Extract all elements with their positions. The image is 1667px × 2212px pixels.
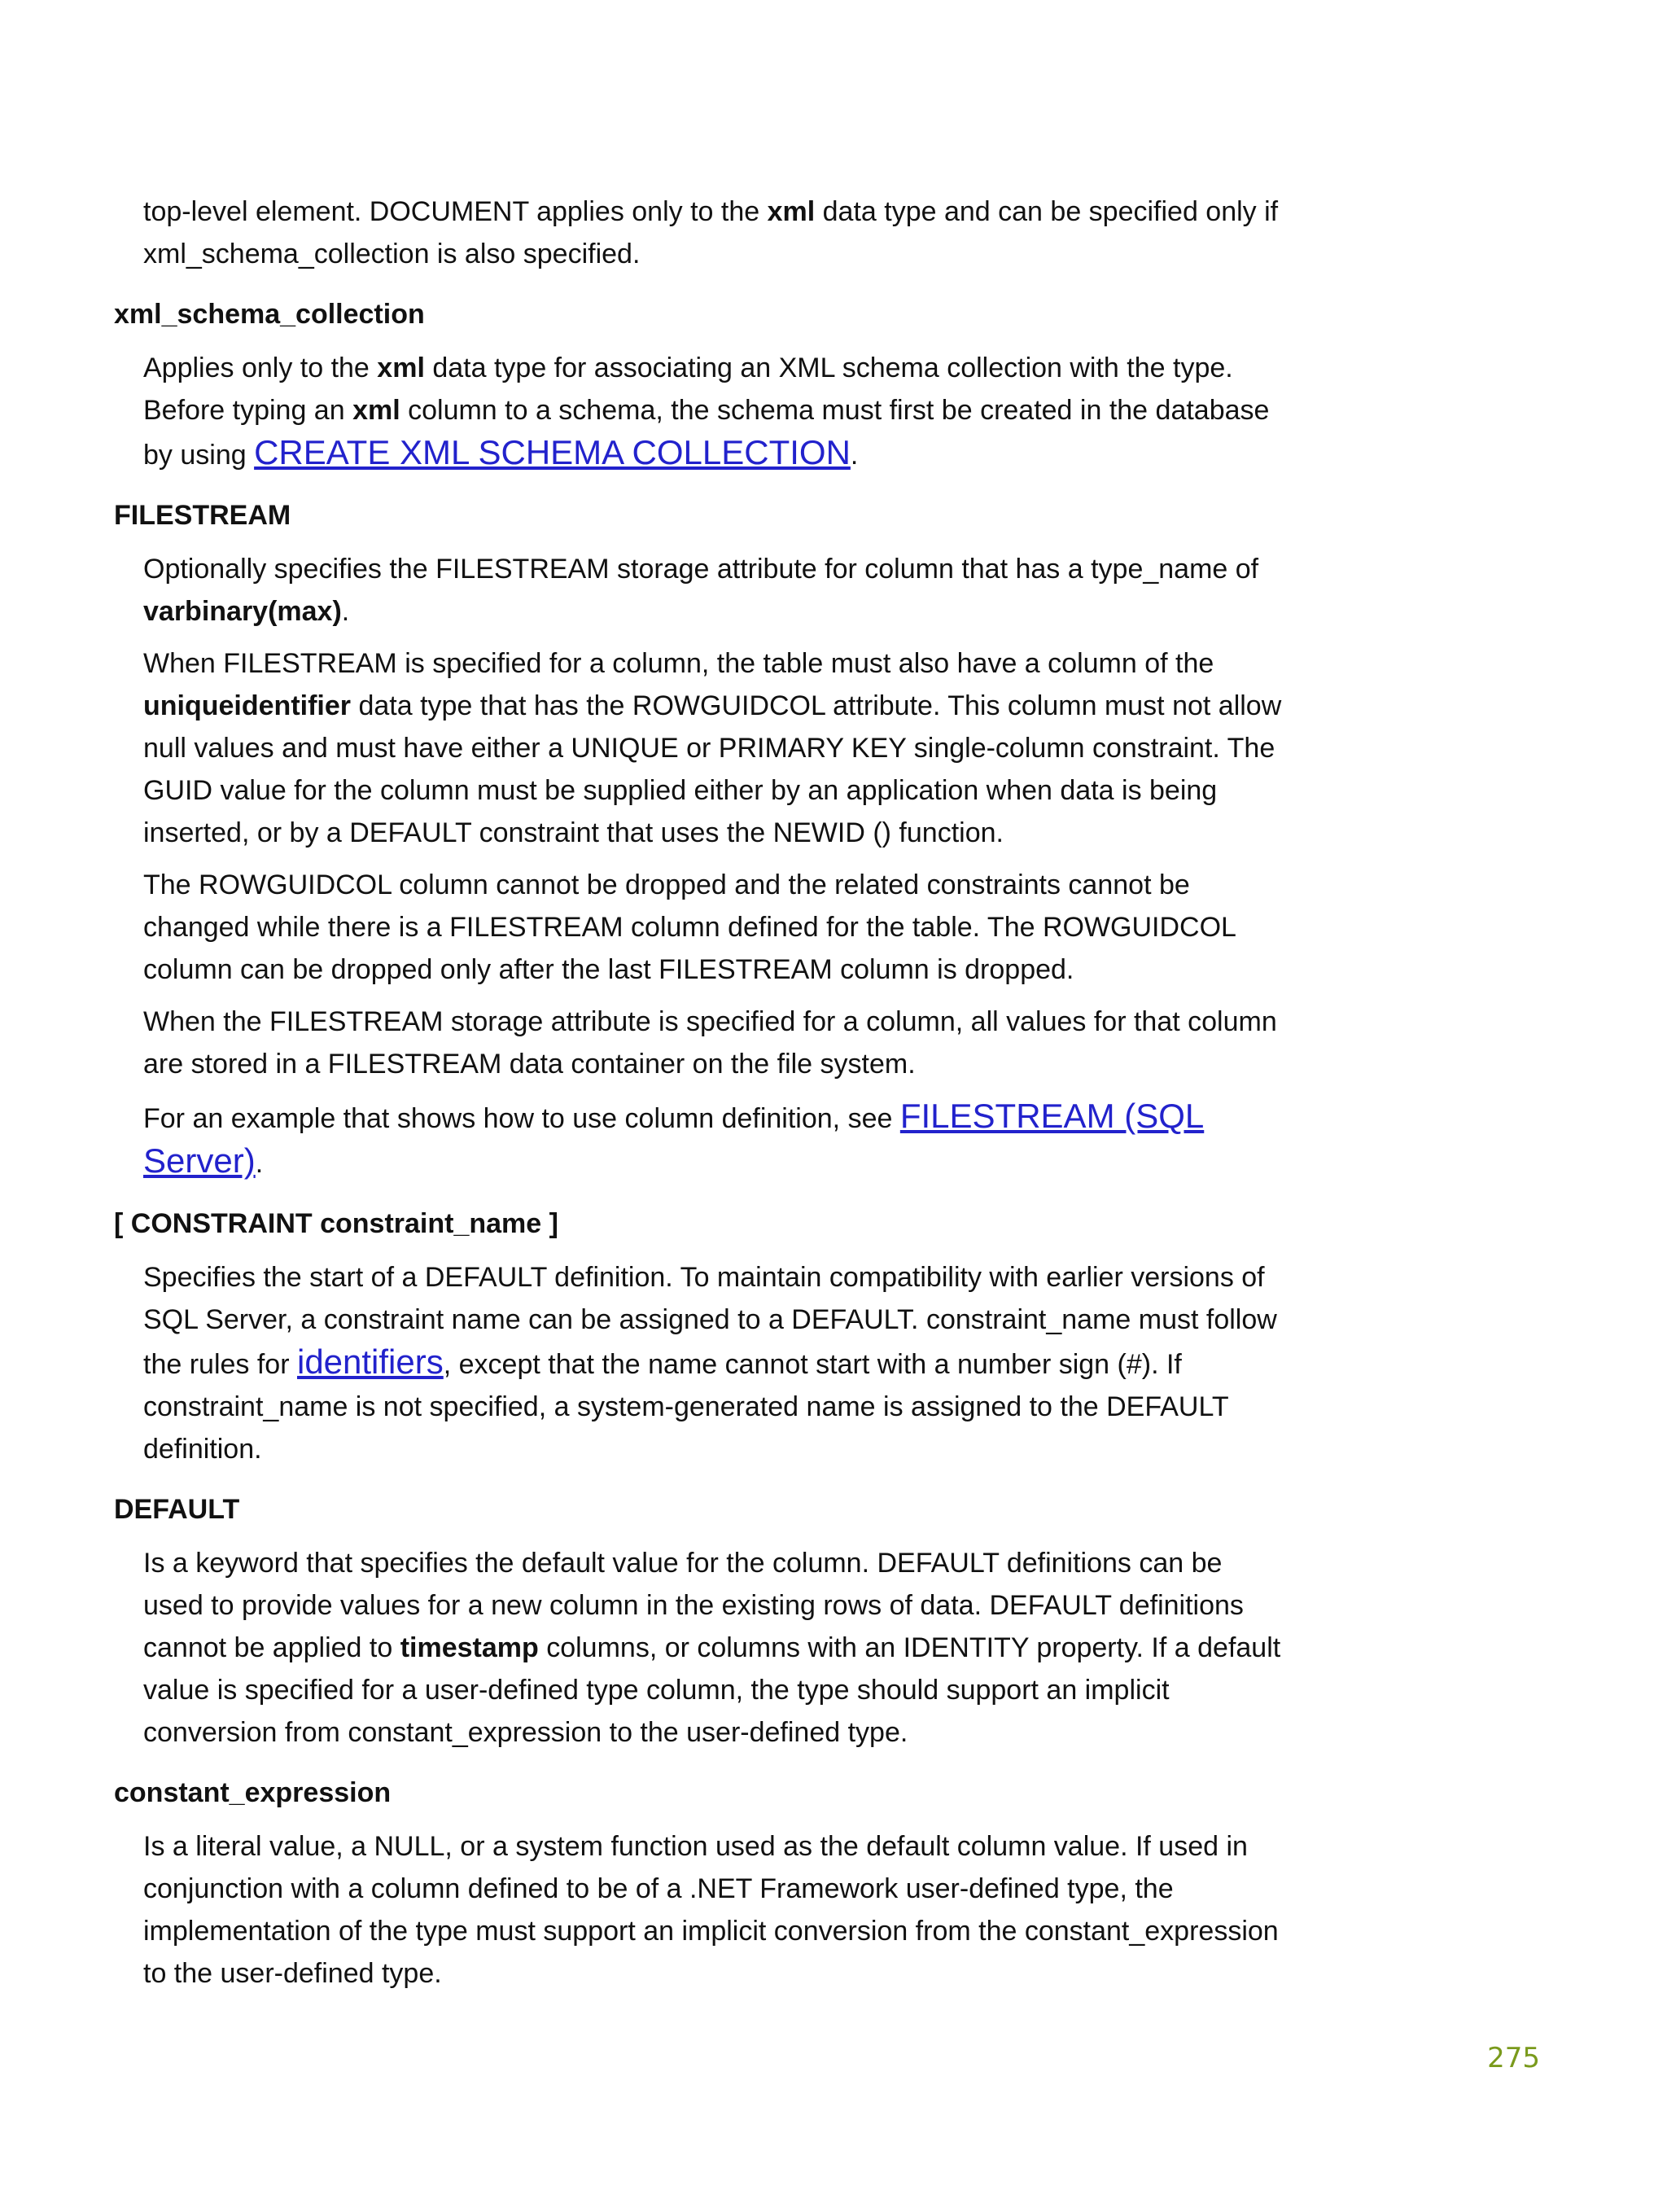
- document-intro-paragraph: top-level element. DOCUMENT applies only to the xml data type and can be specified only if xml_schema_collection is also specified.: [143, 196, 1279, 269]
- filestream-paragraph-5: For an example that shows how to use column definition, see FILESTREAM (SQL Server).: [143, 1097, 1205, 1180]
- term-xml-schema-collection: xml_schema_collection: [114, 299, 425, 330]
- term-filestream: FILESTREAM: [114, 500, 291, 531]
- identifiers-link[interactable]: identifiers: [296, 1343, 444, 1381]
- term-default: DEFAULT: [114, 1494, 240, 1525]
- create-xml-schema-collection-link[interactable]: CREATE XML SCHEMA COLLECTION: [254, 433, 851, 471]
- filestream-sql-server-link[interactable]: FILESTREAM (SQL Server): [143, 1097, 1205, 1180]
- page-number: 275: [1487, 2042, 1540, 2074]
- filestream-paragraph-4: When the FILESTREAM storage attribute is specified for a column, all values for that column are stored in a FILESTREAM data container on the file system.: [143, 1006, 1277, 1080]
- page-content: [114, 191, 1286, 2004]
- default-description: Is a keyword that specifies the default value for the column. DEFAULT definitions can be used to provide values for a new column in the existing rows of data. DEFAULT definitions cannot be applied to timestamp columns, or columns with an IDENTITY property. If a default value is specified for a user-defined type column, the type should support an implicit conversion from constant_expression to the user-defined type.: [143, 1548, 1281, 1748]
- term-constant-expression: constant_expression: [114, 1777, 392, 1808]
- filestream-paragraph-3: The ROWGUIDCOL column cannot be dropped and the related constraints cannot be changed while there is a FILESTREAM column defined for the table. The ROWGUIDCOL column can be dropped only after the last FILESTREAM column is dropped.: [143, 869, 1236, 985]
- xml-schema-collection-description: Applies only to the xml data type for associating an XML schema collection with the type. Before typing an xml column to a schema, the schema must first be created in the database by using CREATE XML SCHEMA COLLECTION.: [143, 353, 1270, 471]
- filestream-paragraph-2: When FILESTREAM is specified for a column, the table must also have a column of the uniqueidentifier data type that has the ROWGUIDCOL attribute. This column must not allow null values and must have either a UNIQUE or PRIMARY KEY single-column constraint. The GUID value for the column must be supplied either by an application when data is being inserted, or by a DEFAULT constraint that uses the NEWID () function.: [143, 648, 1282, 848]
- constant-expression-description: Is a literal value, a NULL, or a system function used as the default column value. If used in conjunction with a column defined to be of a .NET Framework user-defined type, the implementation of the type must support an implicit conversion from the constant_expression to the user-defined type.: [143, 1831, 1279, 1989]
- term-constraint-name: [ CONSTRAINT constraint_name ]: [114, 1208, 558, 1239]
- filestream-paragraph-1: Optionally specifies the FILESTREAM storage attribute for column that has a type_name of varbinary(max).: [143, 554, 1259, 627]
- constraint-description: Specifies the start of a DEFAULT definition. To maintain compatibility with earlier versions of SQL Server, a constraint name can be assigned to a DEFAULT. constraint_name must follow the rules for identifiers, except that the name cannot start with a number sign (#). If constraint_name is not specified, a system-generated name is assigned to the DEFAULT definition.: [143, 1262, 1277, 1465]
